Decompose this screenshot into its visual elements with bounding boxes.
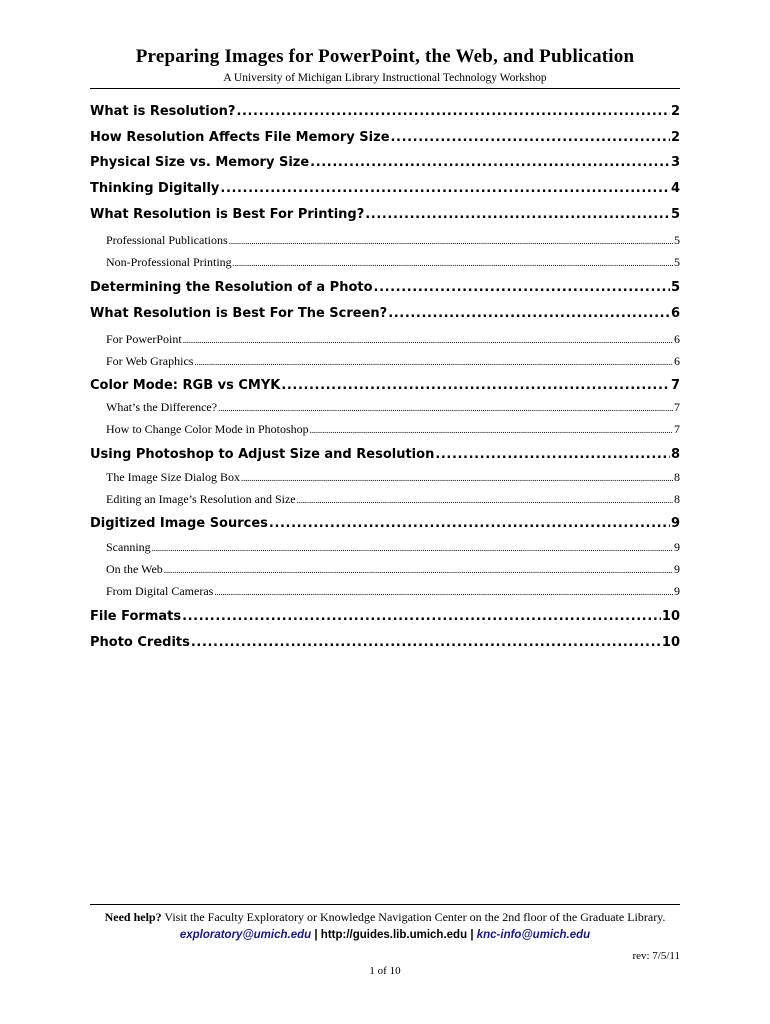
toc-leader-dots [194,354,673,369]
toc-entry-label: Determining the Resolution of a Photo [90,280,373,295]
toc-entry-page: 2 [670,130,680,145]
toc-subentry[interactable] [106,584,680,600]
toc-entry-page: 8 [670,447,680,462]
toc-entry-page: 5 [670,280,680,295]
toc-leader-dots [241,470,673,485]
toc-entry-page: 7 [674,400,680,414]
toc-leader-dots [365,207,670,222]
toc-entry-page: 10 [661,609,680,624]
toc-leader-dots [269,516,670,531]
help-line [0,910,770,925]
document-title: Preparing Images for PowerPoint, the Web, and Publication [135,46,635,67]
toc-entry[interactable] [90,378,680,396]
toc-entry-page: 10 [661,635,680,650]
contact-line [0,929,770,941]
toc-leader-dots [391,130,670,145]
toc-entry[interactable] [90,635,680,653]
toc-leader-dots [310,155,670,170]
exploratory-email-link[interactable]: exploratory@umich.edu [179,929,312,941]
help-text: Visit the Faculty Exploratory or Knowledge Navigation Center on the 2nd floor of the Graduate Library. [164,910,666,924]
toc-entry-page: 9 [670,516,680,531]
toc-entry-label: File Formats [90,609,182,624]
toc-entry-label: Digitized Image Sources [90,516,268,531]
knc-email-link[interactable]: knc-info@umich.edu [476,929,591,941]
toc-entry-page: 5 [674,255,680,269]
separator: | [314,929,318,941]
toc-entry-label: What Resolution is Best For Printing? [90,207,365,222]
toc-entry-label: Photo Credits [90,635,190,650]
toc-entry-label: Scanning [106,540,151,554]
toc-subentry[interactable] [106,354,680,370]
separator: | [470,929,474,941]
toc-entry-label: Professional Publications [106,233,228,247]
toc-entry-page: 8 [674,492,680,506]
toc-leader-dots [388,306,670,321]
toc-leader-dots [281,378,670,393]
toc-subentry[interactable] [106,492,680,508]
toc-entry-label: Non-Professional Printing [106,255,232,269]
toc-leader-dots [435,447,670,462]
toc-subentry[interactable] [106,332,680,348]
toc-entry[interactable] [90,516,680,534]
toc-entry-page: 5 [670,207,680,222]
toc-entry-label: On the Web [106,562,163,576]
toc-leader-dots [233,255,673,270]
toc-entry-page: 6 [674,354,680,368]
toc-entry[interactable] [90,609,680,627]
toc-entry-label: What is Resolution? [90,104,236,119]
toc-entry[interactable] [90,155,680,173]
toc-subentry[interactable] [106,233,680,249]
revision-date: rev: 7/5/11 [632,950,680,962]
toc-leader-dots [183,332,673,347]
toc-entry[interactable] [90,280,680,298]
toc-entry-label: How Resolution Affects File Memory Size [90,130,390,145]
toc-entry-label: From Digital Cameras [106,584,214,598]
toc-entry[interactable] [90,447,680,465]
toc-entry-label: What Resolution is Best For The Screen? [90,306,388,321]
toc-entry-label: Using Photoshop to Adjust Size and Resolution [90,447,435,462]
toc-entry-page: 6 [674,332,680,346]
toc-entry-page: 9 [674,562,680,576]
toc-entry-page: 2 [670,104,680,119]
toc-leader-dots [297,492,673,507]
toc-entry-page: 3 [670,155,680,170]
toc-entry-label: Physical Size vs. Memory Size [90,155,310,170]
page-number: 1 of 10 [369,965,401,977]
toc-entry-label: For PowerPoint [106,332,182,346]
toc-leader-dots [310,422,673,437]
toc-leader-dots [164,562,673,577]
toc-leader-dots [152,540,673,555]
toc-entry[interactable] [90,130,680,148]
toc-entry-page: 5 [674,233,680,247]
toc-entry[interactable] [90,181,680,199]
document-subtitle: A University of Michigan Library Instructional Technology Workshop [223,72,547,84]
toc-subentry[interactable] [106,540,680,556]
toc-entry-label: What’s the Difference? [106,400,218,414]
toc-entry[interactable] [90,306,680,324]
toc-leader-dots [218,400,673,415]
toc-entry-label: The Image Size Dialog Box [106,470,240,484]
toc-subentry[interactable] [106,562,680,578]
toc-entry-label: Color Mode: RGB vs CMYK [90,378,281,393]
footer-divider [90,904,680,905]
toc-entry-label: For Web Graphics [106,354,194,368]
toc-leader-dots [182,609,661,624]
toc-leader-dots [220,181,670,196]
help-label: Need help? [104,910,162,924]
toc-leader-dots [236,104,670,119]
toc-entry[interactable] [90,207,680,225]
guides-url-link[interactable]: http://guides.lib.umich.edu [320,929,468,941]
toc-entry-label: Thinking Digitally [90,181,220,196]
toc-entry-page: 7 [670,378,680,393]
toc-entry-label: Editing an Image’s Resolution and Size [106,492,296,506]
toc-leader-dots [191,635,661,650]
toc-subentry[interactable] [106,422,680,438]
toc-entry-page: 9 [674,540,680,554]
toc-subentry[interactable] [106,255,680,271]
toc-entry[interactable] [90,104,680,122]
toc-entry-page: 4 [670,181,680,196]
toc-subentry[interactable] [106,470,680,486]
toc-entry-page: 8 [674,470,680,484]
toc-leader-dots [229,233,673,248]
toc-subentry[interactable] [106,400,680,416]
toc-entry-page: 7 [674,422,680,436]
toc-leader-dots [374,280,670,295]
toc-leader-dots [214,584,673,599]
toc-entry-page: 6 [670,306,680,321]
toc-entry-label: How to Change Color Mode in Photoshop [106,422,309,436]
toc-entry-page: 9 [674,584,680,598]
